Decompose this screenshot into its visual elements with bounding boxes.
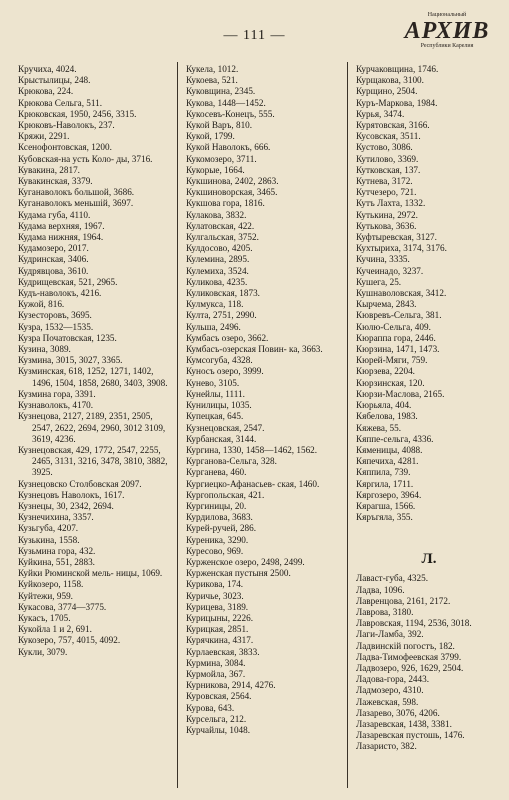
index-entry: Кяжева, 55. [356, 422, 402, 433]
index-entry: Кулатовская, 422. [186, 220, 255, 231]
index-entry: Лазаристо, 382. [356, 741, 417, 752]
column-divider [347, 62, 348, 788]
index-entry: Кузнецова, 2127, 2189, 2351, 2505, 2547, 2622, 2694, 2960, 3012 3109, 3619, 4236. [18, 411, 166, 444]
index-entry: Кудрявцова, 3610. [18, 265, 89, 276]
index-entry: Кулемиха, 3524. [186, 265, 249, 276]
index-entry: Куресово, 969. [186, 545, 244, 556]
index-entry: Кукшиноворская, 3465. [186, 187, 278, 198]
index-entry: Куйки Рюминской мель- ницы, 1069. [18, 568, 163, 579]
index-entry: Кручиха, 4024. [18, 64, 77, 74]
index-column-2 [186, 64, 338, 736]
index-entry: Кузмина, 3015, 3027, 3365. [18, 355, 123, 366]
index-entry: Кряжи, 2291. [18, 131, 70, 142]
index-entry: Кудрищевская, 521, 2965. [18, 276, 118, 287]
index-column-3-k-entries [356, 64, 502, 523]
index-entry: Кульша, 2496. [186, 321, 241, 332]
index-entry: Кувакина, 2817. [18, 164, 80, 175]
index-entry: Кузра Початовская, 1235. [18, 332, 117, 343]
index-entry: Курикова, 174. [186, 579, 244, 590]
index-entry: Курщино, 2504. [356, 86, 418, 97]
index-entry: Кургиницы, 20. [186, 500, 247, 511]
index-column-3 [356, 64, 502, 753]
index-entry: Курдилова, 3683. [186, 512, 253, 523]
index-entry: Курова, 643. [186, 702, 235, 713]
index-entry: Курицкая, 2851. [186, 624, 249, 635]
index-entry: Кужой, 816. [18, 299, 65, 310]
index-entry: Кутъ Лахта, 1332. [356, 198, 426, 209]
index-entry: Кукой Варъ, 810. [186, 120, 253, 131]
index-entry: Куйтежи, 959. [18, 590, 73, 601]
index-entry: Ладва, 1096. [356, 584, 405, 595]
index-entry: Кюрзинская, 120. [356, 377, 425, 388]
index-entry: Куганаволокъ меньшій, 3697. [18, 198, 134, 209]
index-entry: Кушнаволовская, 3412. [356, 288, 447, 299]
index-entry: Курмойла, 367. [186, 668, 246, 679]
index-entry: Кусовская, 3511. [356, 131, 421, 142]
index-entry: Лажевская, 598. [356, 696, 419, 707]
index-entry: Кузнецы, 30, 2342, 2694. [18, 500, 114, 511]
index-entry: Кучеинадо, 3237. [356, 265, 424, 276]
index-entry: Курицыны, 2226. [186, 612, 253, 623]
index-entry: Кумбасъ-озерская Повин- ка, 3663. [186, 344, 323, 355]
index-entry: Кяргозеро, 3964. [356, 489, 422, 500]
index-entry: Курженская пустыня 2500. [186, 568, 291, 579]
index-entry: Кургиецко-Афанасьев- ская, 1460. [186, 478, 320, 489]
index-entry: Кяппила, 739. [356, 467, 411, 478]
index-entry: Кудамозеро, 2017. [18, 243, 89, 254]
index-entry: Куфтыревская, 3127. [356, 232, 437, 243]
index-entry: Курчайлы, 1048. [186, 724, 251, 735]
index-entry: Кюрзева, 2204. [356, 366, 415, 377]
index-entry: Куковщина, 2345. [186, 86, 256, 97]
index-entry: Кунево, 3105. [186, 377, 240, 388]
index-entry: Лазаревская, 1438, 3381. [356, 718, 452, 729]
index-entry: Кювревъ-Сельга, 381. [356, 310, 442, 321]
index-entry: Кяръгяла, 355. [356, 512, 413, 523]
index-entry: Лаги-Ламба, 392. [356, 629, 424, 640]
index-entry: Кузьгуба, 4207. [18, 523, 79, 534]
index-entry: Кырчема, 2843. [356, 299, 417, 310]
index-entry: Кумбасъ озеро, 3662. [186, 332, 269, 343]
index-entry: Кукоева, 521. [186, 75, 238, 86]
index-entry: Кузесторовъ, 3695. [18, 310, 92, 321]
index-entry: Крюковъ-Наволокъ, 237. [18, 120, 115, 131]
index-entry: Кукасъ, 1705. [18, 612, 71, 623]
index-entry: Кулдосово, 4205. [186, 243, 253, 254]
index-entry: Курженское озеро, 2498, 2499. [186, 556, 305, 567]
index-column-3-l-entries [356, 573, 502, 752]
index-entry: Куганаволокъ большой, 3686. [18, 187, 135, 198]
index-entry: Кукела, 1012. [186, 64, 239, 74]
index-entry: Кустово, 3086. [356, 142, 413, 153]
index-entry: Крюковская, 1950, 2456, 3315. [18, 108, 137, 119]
column-divider [177, 62, 178, 788]
index-entry: Крюкова, 224. [18, 86, 74, 97]
index-entry: Кудама губа, 4110. [18, 209, 91, 220]
index-entry: Ксенофонтовская, 1200. [18, 142, 112, 153]
index-entry: Култа, 2751, 2990. [186, 310, 257, 321]
index-entry: Кумсогуба, 4328. [186, 355, 253, 366]
index-entry: Лазарево, 3076, 4206. [356, 707, 440, 718]
index-entry: Лаваст-губа, 4325. [356, 573, 429, 584]
index-entry: Кувакинская, 3379. [18, 176, 93, 187]
index-entry: Кукорые, 1664. [186, 164, 245, 175]
index-entry: Кузнецовско Столбовская 2097. [18, 478, 142, 489]
index-entry: Курганова-Сельга, 328. [186, 456, 277, 467]
index-entry: Кукомозеро, 3711. [186, 153, 257, 164]
index-entry: Кукозеро, 757, 4015, 4092. [18, 635, 121, 646]
index-entry: Кузькина, 1558. [18, 534, 80, 545]
index-entry: Кулемина, 2895. [186, 254, 250, 265]
index-entry: Кулмукса, 118. [186, 299, 244, 310]
index-entry: Ладова-гора, 2443. [356, 674, 430, 685]
index-entry: Курщакова, 3100. [356, 75, 424, 86]
index-entry: Кукшова гора, 1816. [186, 198, 265, 209]
index-entry: Курникова, 2914, 4276. [186, 680, 276, 691]
index-entry: Кюрзина, 1471, 1473. [356, 344, 440, 355]
index-entry: Курсельга, 212. [186, 713, 247, 724]
logo-main-text: АРХИВ [404, 18, 490, 44]
index-entry: Курей-ручей, 286. [186, 523, 257, 534]
index-entry: Кюраппа гора, 2446. [356, 332, 436, 343]
archive-logo [391, 12, 503, 54]
index-entry: Кукой, 1799. [186, 131, 235, 142]
index-entry: Кутилово, 3369. [356, 153, 419, 164]
index-entry: Кутчезеро, 721. [356, 187, 417, 198]
page-number: — 111 — [223, 28, 286, 43]
index-entry: Куровская, 2564. [186, 691, 252, 702]
index-entry: Кулгальская, 3752. [186, 232, 259, 243]
index-entry: Кукли, 3079. [18, 646, 68, 657]
index-entry: Кучина, 3335. [356, 254, 410, 265]
index-entry: Кукшинова, 2402, 2863. [186, 176, 279, 187]
index-entry: Куричье, 3023. [186, 590, 244, 601]
index-entry: Кургина, 1330, 1458—1462, 1562. [186, 444, 318, 455]
index-entry: Кярагша, 1566. [356, 500, 416, 511]
index-entry: Кутькова, 3636. [356, 220, 417, 231]
index-entry: Кухтыриха, 3174, 3176. [356, 243, 447, 254]
index-entry: Куръ-Маркова, 1984. [356, 97, 438, 108]
index-entry: Кяменицы, 4088. [356, 444, 423, 455]
index-entry: Кузмина гора, 3391. [18, 388, 96, 399]
index-entry: Кунилицы, 1035. [186, 400, 252, 411]
index-entry: Кяппе-сельга, 4336. [356, 433, 434, 444]
index-entry: Куносъ озеро, 3999. [186, 366, 264, 377]
index-entry: Кукасова, 3774—3775. [18, 601, 107, 612]
index-entry: Ладвинскій погостъ, 182. [356, 640, 455, 651]
index-entry: Купецкая, 645. [186, 411, 244, 422]
index-entry: Кутнева, 3172. [356, 176, 413, 187]
index-entry: Лаврова, 3180. [356, 606, 414, 617]
index-entry: Лавровская, 1194, 2536, 3018. [356, 618, 472, 629]
index-entry: Лазаревская пустошь, 1476. [356, 730, 465, 741]
index-entry: Кузина, 3089. [18, 344, 71, 355]
index-entry: Ладмозеро, 4310. [356, 685, 424, 696]
section-letter: Л. [421, 551, 437, 568]
index-entry: Кушега, 25. [356, 276, 402, 287]
index-entry: Кузнецовская, 2547. [186, 422, 265, 433]
logo-bottom-text: Республики Карелия [420, 43, 474, 49]
index-entry: Кудринская, 3406. [18, 254, 89, 265]
index-entry: Куликовская, 1873. [186, 288, 260, 299]
index-entry: Курбанская, 3144. [186, 433, 257, 444]
index-entry: Курятовская, 3166. [356, 120, 430, 131]
index-entry: Кяпечиха, 4281. [356, 456, 419, 467]
index-entry: Кудъ-наволокъ, 4216. [18, 288, 102, 299]
index-entry: Лавренцова, 2161, 2172. [356, 595, 451, 606]
index-entry: Кутькина, 2972. [356, 209, 418, 220]
index-entry: Курчаковщина, 1746. [356, 64, 439, 74]
index-entry: Кяргила, 1711. [356, 478, 414, 489]
logo-top-text: Национальный [427, 12, 467, 18]
index-entry: Кюрзи-Маслова, 2165. [356, 388, 445, 399]
index-entry: Кутковская, 137. [356, 164, 421, 175]
index-entry: Ладва-Тимофеевская 3799. [356, 651, 462, 662]
index-entry: Кулакова, 3832. [186, 209, 247, 220]
index-entry: Кябелова, 1983. [356, 411, 418, 422]
index-entry: Ладвозеро, 926, 1629, 2504. [356, 662, 464, 673]
index-entry: Кузминская, 618, 1252, 1271, 1402, 1496, 1504, 1858, 2680, 3403, 3908. [18, 366, 168, 388]
index-entry: Кюрей-Мяги, 759. [356, 355, 428, 366]
index-entry: Куреника, 3290. [186, 534, 249, 545]
index-entry: Курья, 3474. [356, 108, 405, 119]
index-entry: Кюлю-Сельга, 409. [356, 321, 431, 332]
index-entry: Куликова, 4235. [186, 276, 248, 287]
index-entry: Кузьмина гора, 432. [18, 545, 96, 556]
index-entry: Курячкина, 4317. [186, 635, 254, 646]
index-entry: Кудама нижняя, 1964. [18, 232, 104, 243]
index-entry: Кубовская-на усть Коло- ды, 3716. [18, 153, 153, 164]
index-entry: Куйкозеро, 1158. [18, 579, 84, 590]
index-entry: Курмина, 3084. [186, 657, 246, 668]
index-entry: Кузнаволокъ, 4170. [18, 400, 94, 411]
index-entry: Кюрьяла, 404. [356, 400, 412, 411]
index-entry: Кунейлы, 1111. [186, 388, 245, 399]
index-entry: Кузнецовъ Наволокъ, 1617. [18, 489, 125, 500]
index-entry: Кургопольская, 421. [186, 489, 265, 500]
index-entry: Крыстылицы, 248. [18, 75, 91, 86]
index-entry: Курицева, 3189. [186, 601, 249, 612]
index-entry: Курлаевская, 3833. [186, 646, 260, 657]
index-entry: Кузнечихина, 3357. [18, 512, 94, 523]
index-entry: Крюкова Сельга, 511. [18, 97, 103, 108]
index-entry: Курганева, 460. [186, 467, 247, 478]
index-entry: Кузнецовская, 429, 1772, 2547, 2255, 2465, 3131, 3216, 3478, 3810, 3882, 3925. [18, 444, 168, 478]
index-entry: Кукосевъ-Конецъ, 555. [186, 108, 275, 119]
index-entry: Кузра, 1532—1535. [18, 321, 94, 332]
index-entry: Кукова, 1448—1452. [186, 97, 266, 108]
index-entry: Кудама верхняя, 1967. [18, 220, 105, 231]
index-entry: Куйкина, 551, 2883. [18, 556, 95, 567]
index-entry: Кукойла 1 и 2, 691. [18, 624, 92, 635]
index-column-1 [18, 64, 168, 658]
index-entry: Кукой Наволокъ, 666. [186, 142, 271, 153]
